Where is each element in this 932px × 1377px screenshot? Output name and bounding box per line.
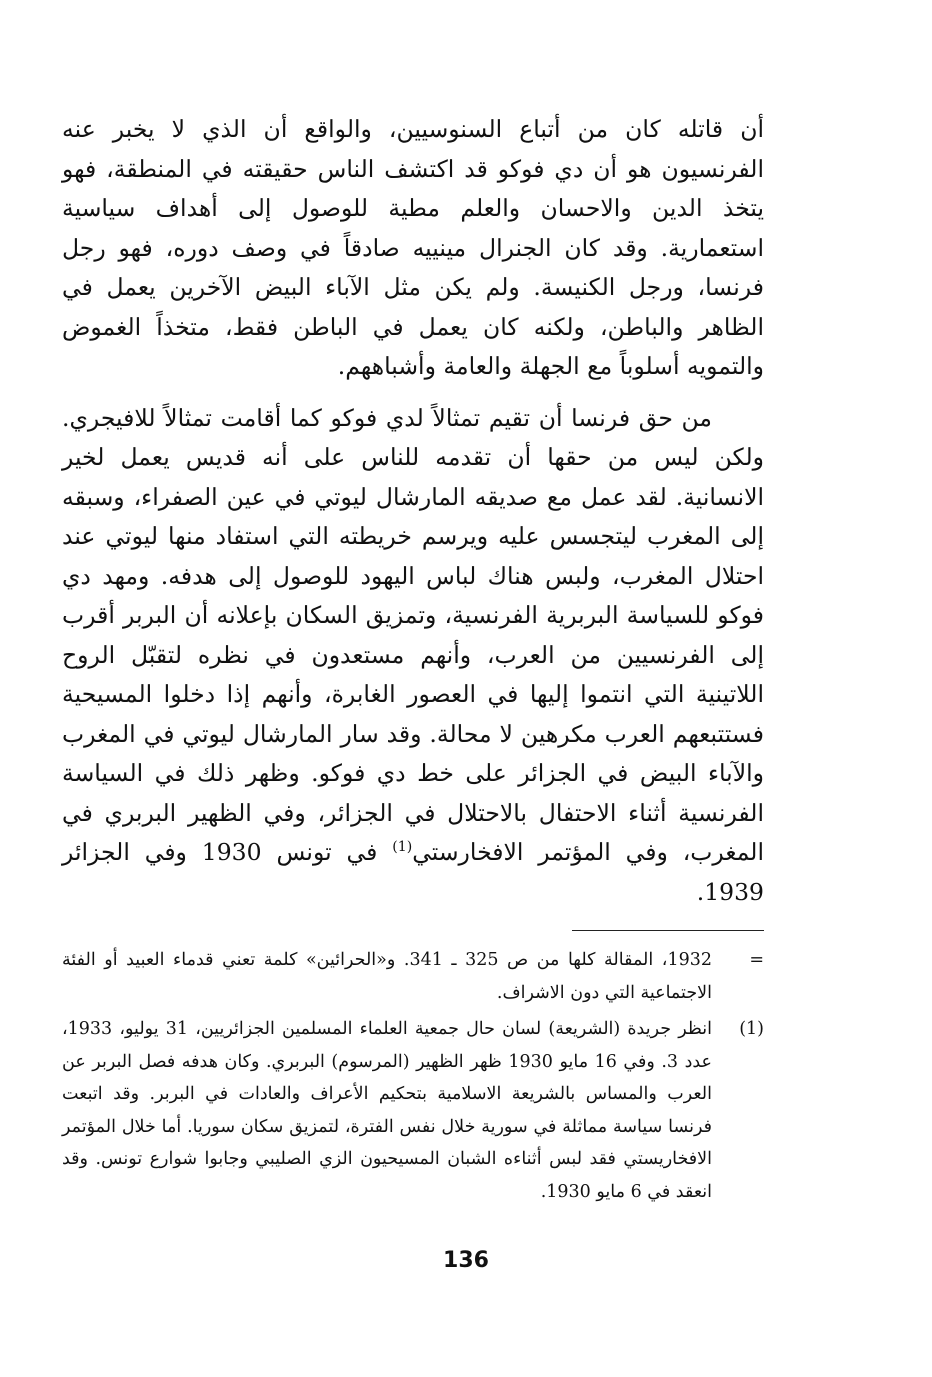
page-number: 136 xyxy=(443,1248,489,1273)
footnote-mark: (1) xyxy=(739,1019,764,1039)
footnote-1 xyxy=(62,1013,764,1208)
footnote-text: 1932، المقالة كلها من ص 325 ـ 341. و«الحرائين» كلمة تعني قدماء العبيد أو الفئة الاجتماعية التي دون الاشراف. xyxy=(62,950,712,1003)
footnote-mark: = xyxy=(749,950,764,970)
footnote-continued xyxy=(62,944,764,1009)
paragraph-2 xyxy=(62,399,764,913)
main-text xyxy=(62,110,764,912)
paragraph-2-text: من حق فرنسا أن تقيم تمثالاً لدي فوكو كما أقامت تمثالاً للافيجري. ولكن ليس من حقها أن تقدمه للناس على أنه قديس يعمل لخير الانسانية. لقد عمل مع صديقه المارشال ليوتي في عين الصفراء، وسبقه إلى المغرب ليتجسس عليه ويرسم خريطته التي استفاد منها ليوتي عند احتلال المغرب، ولبس هناك لباس اليهود للوصول إلى هدفه. ومهد دي فوكو للسياسة البربرية الفرنسية، وتمزيق السكان بإعلانه أن البربر أقرب إلى الفرنسيين من العرب، وأنهم مستعدون في نظره لتقبّل الروح اللاتينية التي انتموا إليها في العصور الغابرة، وأنهم إذا دخلوا المسيحية فستتبعهم العرب مكرهين لا محالة. وقد سار المارشال ليوتي في المغرب والآباء البيض في الجزائر على خط دي فوكو. وظهر ذلك في السياسة الفرنسية أثناء الاحتفال بالاحتلال في الجزائر، وفي الظهير البربري في المغرب، وفي المؤتمر الافخارستي xyxy=(62,403,764,866)
paragraph-2-ending: في تونس 1930 وفي الجزائر 1939. xyxy=(62,838,764,906)
footnote-text: انظر جريدة (الشريعة) لسان حال جمعية العلماء المسلمين الجزائريين، 31 يوليو، 1933، عدد 3. وفي 16 مايو 1930 ظهر الظهير (المرسوم) البربري. وكان هدفه فصل البربر عن العرب والمساس بالشريعة الاسلامية بتحكيم الأعراف والعادات في البربر. وقد اتبعت فرنسا سياسة مماثلة في سورية خلال نفس الفترة، لتمزيق سكان سوريا. أما خلال المؤتمر الافخاريستي فقد لبس أثناءه الشبان المسيحيون الزي الصليبي وجابوا شوارع تونس. وقد انعقد في 6 مايو 1930. xyxy=(62,1019,712,1202)
footnote-reference[interactable]: (1) xyxy=(392,839,413,856)
footnote-divider xyxy=(572,930,764,931)
footnotes xyxy=(62,944,764,1212)
paragraph-1: أن قاتله كان من أتباع السنوسيين، والواقع أن الذي لا يخبر عنه الفرنسيون هو أن دي فوكو قد اكتشف الناس حقيقته في المنطقة، فهو يتخذ الدين والاحسان والعلم مطية للوصول إلى أهداف سياسية استعمارية. وقد كان الجنرال مينييه صادقاً في وصف دوره، فهو رجل فرنسا، ورجل الكنيسة. ولم يكن مثل الآباء البيض الآخرين يعمل في الظاهر والباطن، ولكنه كان يعمل في الباطن فقط، متخذاً الغموض والتمويه أسلوباً مع الجهلة والعامة وأشباههم. xyxy=(62,115,764,380)
